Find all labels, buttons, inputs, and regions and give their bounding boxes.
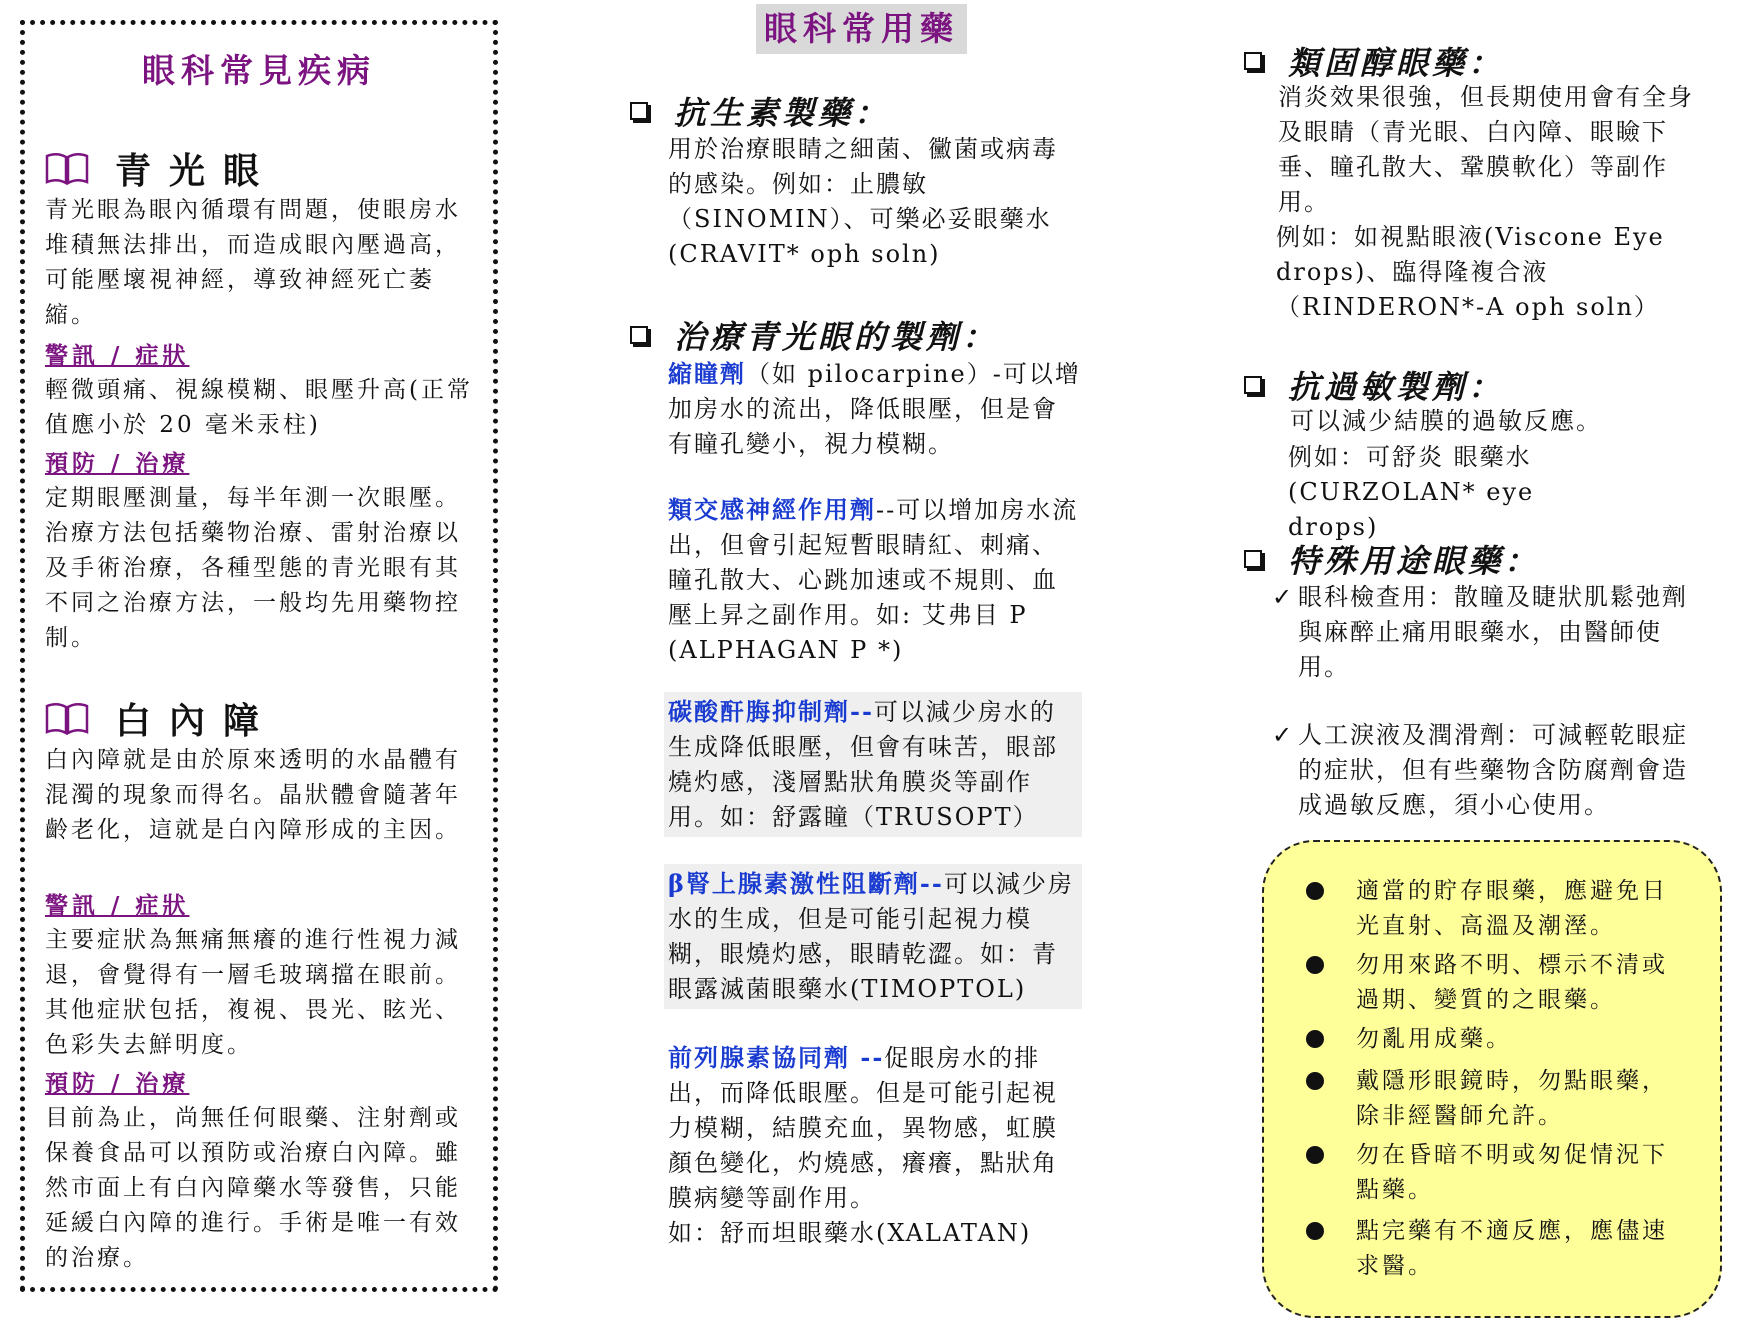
special-use-heading-text: 特殊用途眼藥： [1288,542,1541,580]
bullet-icon [1306,1146,1324,1164]
miotic-entry [668,356,1082,462]
note-text: 勿在昏暗不明或匆促情況下點藥。 [1356,1142,1668,1203]
note-text: 適當的貯存眼藥，應避免日光直射、高溫及潮溼。 [1356,878,1668,939]
miotic-text: （如 pilocarpine）-可以增加房水的流出，降低眼壓，但是會有瞳孔變小，視力模糊。 [668,360,1081,458]
common-eye-drugs-title: 眼科常用藥 [756,4,967,54]
note-text: 戴隱形眼鏡時，勿點眼藥，除非經醫師允許。 [1356,1068,1668,1129]
bullet-icon [1306,1030,1324,1048]
cai-keyword: 碳酸酐脢抑制劑-- [668,697,874,726]
checkbox-icon [630,102,648,120]
book-icon [45,152,89,186]
steroid-heading-text: 類固醇眼藥： [1288,44,1505,82]
cataract-prevention-text: 目前為止，尚無任何眼藥、注射劑或保養食品可以預防或治療白內障。雖然市面上有白內障藥水等發售，只能延緩白內障的進行。手術是唯一有效的治療。 [45,1105,461,1271]
sympathomimetic-keyword: 類交感神經作用劑 [668,495,876,524]
steroid-heading [1244,38,1504,84]
bullet-icon [1306,1072,1324,1090]
cataract-description: 白內障就是由於原來透明的水晶體有混濁的現象而得名。晶狀體會隨著年齡老化，這就是白內障形成的主因。 [45,747,461,843]
glaucoma-warning-label: 警訊 / 症狀 [45,342,190,369]
checkbox-icon [1244,550,1262,568]
glaucoma-prevention-label: 預防 / 治療 [45,450,190,477]
bullet-icon [1306,1222,1324,1240]
steroid-text: 消炎效果很強，但長期使用會有全身及眼睛（青光眼、白內障、眼瞼下垂、瞳孔散大、鞏膜軟化）等副作用。 [1278,83,1694,216]
cataract-heading-text: 白內障 [115,700,278,742]
beta-blocker-text: 可以減少房水的生成，但是可能引起視力模糊，眼燒灼感，眼睛乾澀。如：青眼露滅菌眼藥水(TIMOPTOL) [668,870,1074,1003]
special-use-item [1272,718,1692,823]
special-use-heading [1244,536,1540,582]
note-item [1306,948,1686,1018]
cataract-heading [45,693,277,744]
special-use-item [1272,580,1692,685]
antibiotic-text: 用於治療眼睛之細菌、黴菌或病毒的感染。例如：止膿敏（SINOMIN）、可樂必妥眼藥水(CRAVIT* oph soln) [668,135,1058,268]
cataract-warning-label: 警訊 / 症狀 [45,892,190,919]
prostaglandin-keyword: 前列腺素協同劑 -- [668,1043,885,1072]
usage-notes-box [1262,840,1722,1318]
sympathomimetic-text: --可以增加房水流出，但會引起短暫眼睛紅、刺痛、瞳孔散大、心跳加速或不規則、血壓上昇之副作用。如: 艾弗目 P (ALPHAGAN P *) [668,496,1079,664]
note-item [1306,1214,1686,1284]
common-eye-diseases-panel [20,20,498,1292]
glaucoma-heading-text: 青光眼 [115,150,278,192]
glaucoma-prevention-text: 定期眼壓測量，每半年測一次眼壓。治療方法包括藥物治療、雷射治療以及手術治療，各種型態的青光眼有其不同之治療方法，一般均先用藥物控制。 [45,485,461,651]
note-text: 勿用來路不明、標示不清或過期、變質的之眼藥。 [1356,952,1668,1013]
checkbox-icon [630,326,648,344]
special-use-item-text: 人工淚液及潤滑劑：可減輕乾眼症的症狀，但有些藥物含防腐劑會造成過敏反應，須小心使用。 [1298,721,1688,819]
prostaglandin-entry [668,1040,1082,1216]
antibiotic-heading [630,88,890,134]
prostaglandin-text: 促眼房水的排出，而降低眼壓。但是可能引起視力模糊，結膜充血，異物感，虹膜顏色變化，灼燒感，癢癢，點狀角膜病變等副作用。 [668,1044,1058,1212]
antiallergy-heading-text: 抗過敏製劑： [1288,368,1505,406]
note-text: 點完藥有不適反應，應儘速求醫。 [1356,1218,1668,1279]
antiallergy-heading [1244,362,1504,408]
steroid-example: 例如：如視點眼液(Viscone Eye drops)、臨得隆複合液（RINDERON*-A oph soln） [1276,223,1665,321]
book-icon [45,702,89,736]
note-item [1306,1022,1686,1057]
checkmark-icon: ✓ [1272,583,1295,611]
glaucoma-drugs-heading [630,312,998,358]
glaucoma-warning-text: 輕微頭痛、視線模糊、眼壓升高(正常值應小於 20 毫米汞柱) [45,377,473,438]
glaucoma-drugs-heading-text: 治療青光眼的製劑： [674,318,999,356]
beta-blocker-entry [664,864,1082,1009]
cai-entry [664,692,1082,837]
bullet-icon [1306,882,1324,900]
note-item [1306,1138,1686,1208]
antibiotic-heading-text: 抗生素製藥： [674,94,891,132]
beta-blocker-keyword: β腎上腺素激性阻斷劑-- [668,869,944,898]
note-text: 勿亂用成藥。 [1356,1026,1512,1052]
note-item [1306,1064,1686,1134]
antiallergy-text: 可以減少結膜的過敏反應。 [1290,407,1602,435]
checkbox-icon [1244,52,1262,70]
glaucoma-description: 青光眼為眼內循環有問題，使眼房水堆積無法排出，而造成眼內壓過高，可能壓壞視神經，導致神經死亡萎縮。 [45,197,461,328]
bullet-icon [1306,956,1324,974]
checkmark-icon: ✓ [1272,721,1295,749]
glaucoma-heading [45,143,277,194]
note-item [1306,874,1686,944]
diseases-title: 眼科常見疾病 [142,51,376,90]
miotic-keyword: 縮瞳劑 [668,359,746,388]
sympathomimetic-entry [668,492,1082,668]
special-use-item-text: 眼科檢查用：散瞳及睫狀肌鬆弛劑與麻醉止痛用眼藥水，由醫師使用。 [1298,583,1688,681]
checkbox-icon [1244,376,1262,394]
prostaglandin-example: 如：舒而坦眼藥水(XALATAN) [668,1219,1032,1247]
cataract-warning-text: 主要症狀為無痛無癢的進行性視力減退，會覺得有一層毛玻璃擋在眼前。其他症狀包括，複視、畏光、眩光、色彩失去鮮明度。 [45,927,461,1058]
cataract-prevention-label: 預防 / 治療 [45,1070,190,1097]
cai-text: 可以減少房水的生成降低眼壓，但會有味苦，眼部燒灼感，淺層點狀角膜炎等副作用。如：舒露瞳（TRUSOPT） [668,698,1058,831]
antiallergy-example: 例如：可舒炎 眼藥水(CURZOLAN* eye drops) [1288,443,1535,541]
